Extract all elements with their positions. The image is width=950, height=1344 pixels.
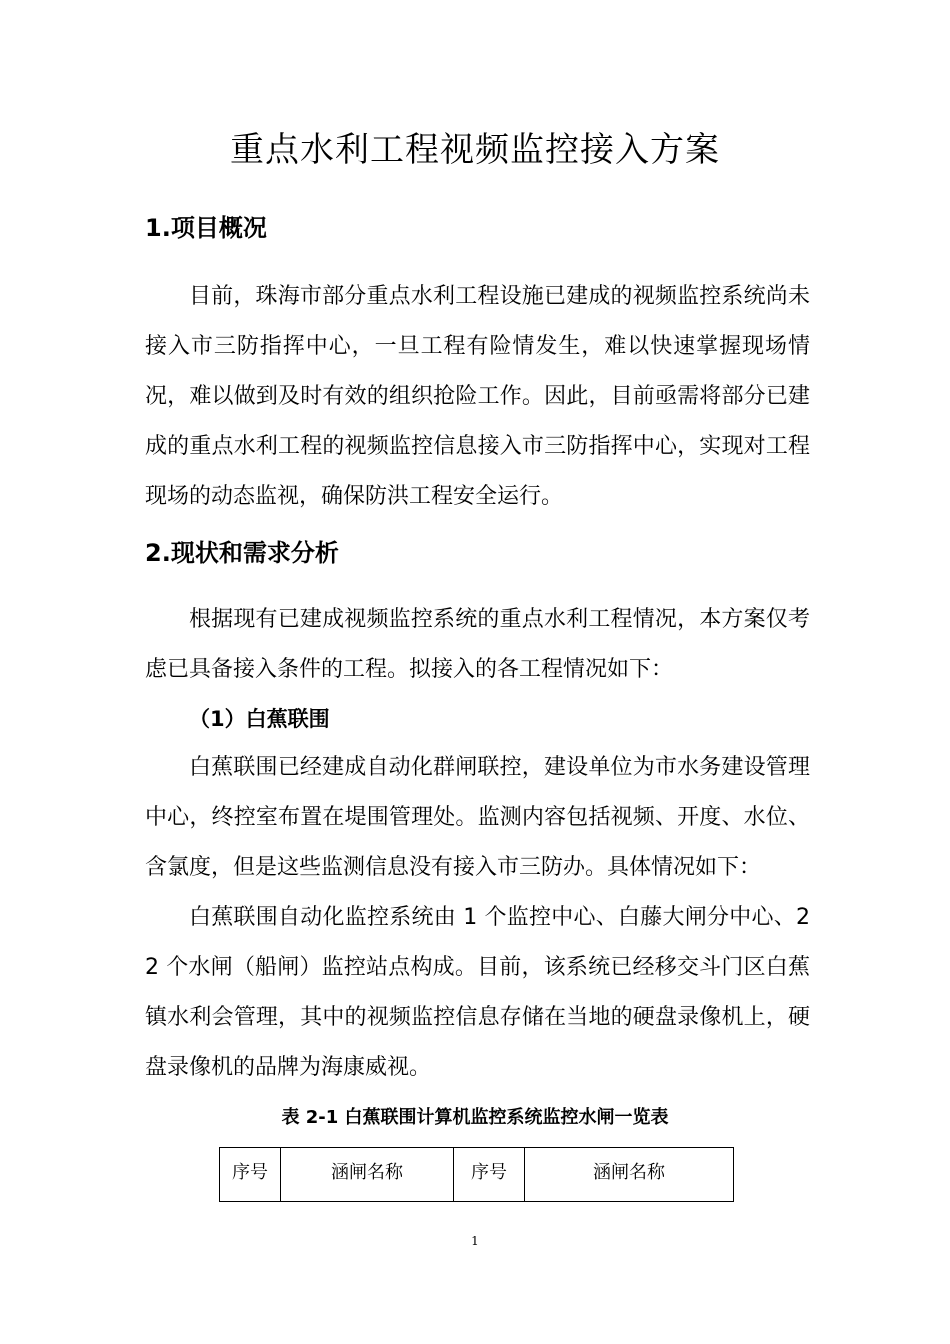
paragraph-baijiao-2: 白蕉联围自动化监控系统由 1 个监控中心、白藤大闸分中心、22 个水闸（船闸）监控站点构成。目前，该系统已经移交斗门区白蕉镇水利会管理，其中的视频监控信息存储在当地的硬盘录像机上，硬盘录像机的品牌为海康威视。 xyxy=(145,905,810,1080)
paragraph-overview: 目前，珠海市部分重点水利工程设施已建成的视频监控系统尚未接入市三防指挥中心，一旦工程有险情发生，难以快速掌握现场情况，难以做到及时有效的组织抢险工作。因此，目前亟需将部分已建成的重点水利工程的视频监控信息接入市三防指挥中心，实现对工程现场的动态监视，确保防洪工程安全运行。 xyxy=(145,284,810,509)
page-number: 1 xyxy=(471,1234,479,1248)
table-header-row xyxy=(220,1148,734,1202)
paragraph-analysis: 根据现有已建成视频监控系统的重点水利工程情况，本方案仅考虑已具备接入条件的工程。拟接入的各工程情况如下： xyxy=(145,607,810,682)
section-heading-overview: 1.项目概况 xyxy=(145,214,267,242)
table-caption: 表 2-1 白蕉联围计算机监控系统监控水闸一览表 xyxy=(281,1107,669,1128)
document-title: 重点水利工程视频监控接入方案 xyxy=(230,130,720,170)
table-header-cell: 序号 xyxy=(220,1148,281,1202)
table-header-cell: 涵闸名称 xyxy=(281,1148,454,1202)
paragraph-baijiao-1: 白蕉联围已经建成自动化群闸联控，建设单位为市水务建设管理中心，终控室布置在堤围管理处。监测内容包括视频、开度、水位、含氯度，但是这些监测信息没有接入市三防办。具体情况如下： xyxy=(145,755,810,880)
subsection-heading-baijiao: （1）白蕉联围 xyxy=(189,707,330,731)
table-header-cell: 序号 xyxy=(454,1148,525,1202)
section-heading-analysis: 2.现状和需求分析 xyxy=(145,539,339,567)
sluice-table xyxy=(219,1147,734,1202)
table-header-cell: 涵闸名称 xyxy=(525,1148,734,1202)
